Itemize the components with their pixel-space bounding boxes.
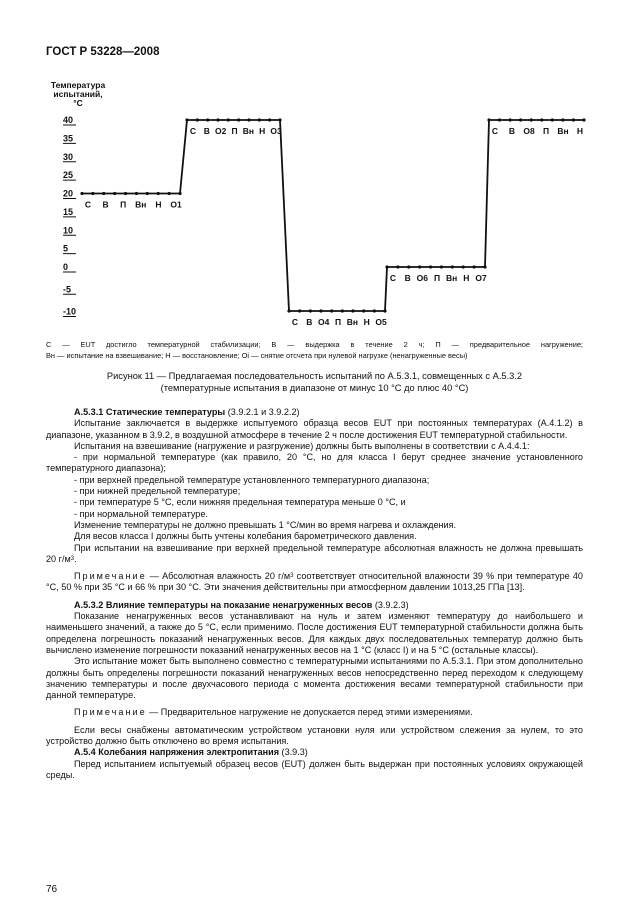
y-axis-label: испытаний, [53, 89, 103, 99]
step-label: П [231, 126, 238, 136]
step-label: С [491, 126, 499, 136]
y-tick-label: 15 [63, 206, 74, 217]
list-item: - при температуре 5 °С, если нижняя предельная температура меньше 0 °С, и [74, 497, 406, 508]
paragraph: Испытания на взвешивание (нагружение и разгружение) должны быть выполнены в соответствии с А.4.4.1: [74, 440, 530, 451]
y-tick-label: 30 [63, 151, 74, 162]
y-tick-label: 5 [63, 243, 69, 254]
paragraph: Изменение температуры не должно превышать 1 °С/мин во время нагрева и охлаждения. [74, 519, 457, 530]
caption-line-1: Рисунок 11 — Предлагаемая последовательность испытаний по А.5.3.1, совмещенных с А.5.3.2 [106, 371, 523, 381]
step-label: С [189, 126, 197, 136]
y-axis-label: Температура [50, 80, 106, 90]
step-label: П [120, 199, 127, 210]
y-tick-label: 25 [63, 170, 74, 181]
step-label: Н [463, 273, 470, 283]
step-label: О2 [214, 126, 227, 136]
step-label: В [102, 199, 109, 210]
step-label: С [291, 317, 299, 327]
y-tick-label: 20 [63, 188, 74, 199]
paragraph: Показание ненагруженных весов устанавливают на нуль и затем изменяют температуру до наибольшего и наименьшего значений, а также до 5 °С, если применимо. После достижения EUT температурной стабильности должна быть определена погрешность показаний ненагруженных весов. Для каждых двух последовательных температур должно быть вычислено изменение погрешности показаний ненагруженных весов на 1 °С (класс I) и на 5 °С (остальные классы). [46, 611, 583, 655]
list-item: - при нормальной температуре (как правило, 20 °С, но для класса I берут среднее значение установленного температурного диапазона); [46, 452, 583, 474]
step-label: Вн [446, 273, 458, 283]
section-heading-a54: А.5.4 Колебания напряжения электропитания (3.9.3) [74, 747, 308, 758]
y-axis-label: °С [73, 98, 83, 108]
body-text [46, 407, 583, 781]
step-label: С [84, 199, 92, 210]
note: Примечание — Предварительное нагружение не допускается перед этими измерениями. [74, 707, 473, 718]
figure-legend [46, 339, 583, 361]
step-label: Н [259, 126, 266, 136]
paragraph: Если весы снабжены автоматическим устройством установки нуля или устройством слежения за нулем, то это устройство должно быть отключено во время испытания. [46, 724, 583, 747]
step-label: Н [363, 317, 370, 327]
step-label: Н [576, 126, 584, 136]
step-label: Вн [557, 126, 569, 136]
step-label: О3 [270, 126, 282, 136]
list-item: - при нормальной температуре. [74, 508, 208, 519]
step-label: Вн [346, 317, 358, 327]
step-label: О5 [375, 317, 387, 327]
temperature-profile-line [82, 120, 584, 311]
y-tick-label: -5 [63, 284, 72, 295]
step-label: О4 [317, 317, 330, 327]
step-label: Н [155, 199, 162, 210]
paragraph: Для весов класса I должны быть учтены колебания барометрического давления. [74, 531, 417, 542]
paragraph: При испытании на взвешивание при верхней предельной температуре абсолютная влажность не должна превышать 20 $г/м^3$. [46, 542, 583, 564]
step-label: С [389, 273, 397, 283]
y-tick-label: -10 [63, 306, 77, 317]
list-item: - при нижней предельной температуре; [74, 486, 241, 497]
page-number: 76 [46, 884, 58, 895]
legend-line-1: С — EUT достигло температурной стабилизации; В — выдержка в течение 2 ч; П — предварительное нагружение; [46, 340, 583, 349]
legend-line-2: Вн — испытание на взвешивание; Н — восстановление; Оi — снятие отсчета при нулевой нагрузке (ненагруженные весы) [46, 351, 468, 360]
note: Примечание — Абсолютная влажность 20 $г/м^3$ соответствует относительной влажности 39 % при температуре 40 °С, 50 % при 35 °С и 66 % при 30 °С. Эти значения действительны при атмосферном давлении 1013,25 ГПа [13]. [46, 571, 583, 593]
list-item: - при верхней предельной температуре установленного температурного диапазона; [74, 474, 430, 485]
temperature-sequence-chart [0, 70, 630, 330]
step-label: П [334, 317, 342, 327]
y-tick-label: 10 [63, 225, 74, 236]
y-tick-label: 40 [63, 115, 74, 125]
step-label: В [508, 126, 516, 136]
step-label: П [433, 273, 441, 283]
section-heading-a532: А.5.3.2 Влияние температуры на показание ненагруженных весов (3.9.2.3) [74, 599, 409, 610]
step-label: В [306, 317, 313, 327]
step-label: О1 [170, 199, 182, 210]
y-tick-label: 0 [63, 262, 69, 272]
paragraph: Перед испытанием испытуемый образец весов (EUT) должен быть выдержан при постоянных условиях окружающей среды. [46, 758, 583, 780]
step-label: П [542, 126, 550, 136]
step-label: В [203, 126, 210, 136]
figure-caption [46, 370, 583, 394]
step-label: В [404, 273, 411, 283]
step-label: Вн [135, 199, 147, 210]
y-tick-label: 35 [63, 133, 74, 144]
caption-line-2: (температурные испытания в диапазоне от минус 10 °С до плюс 40 °С) [160, 383, 469, 393]
step-label: Вн [242, 126, 254, 136]
step-label: О8 [523, 126, 535, 136]
paragraph: Испытание заключается в выдержке испытуемого образца весов EUT при постоянных температурах (А.4.1.2) в диапазоне, указанном в 3.9.2, в воздушной атмосфере в течение 2 ч после достижения EUT температурной стабильности. [46, 418, 583, 440]
step-label: О7 [475, 273, 487, 283]
paragraph: Это испытание может быть выполнено совместно с температурными испытаниями по А.5.3.1. При этом дополнительно должны быть определены погрешности показаний ненагруженных весов непосредственно перед переходом к следующему значению температуры и после двухчасового периода с момента достижения весами температурной стабильности при данной температуре. [46, 656, 583, 701]
document-header: ГОСТ Р 53228—2008 [46, 46, 160, 58]
step-label: О6 [416, 273, 429, 283]
section-heading-a531: А.5.3.1 Статические температуры (3.9.2.1 и 3.9.2.2) [74, 407, 300, 417]
